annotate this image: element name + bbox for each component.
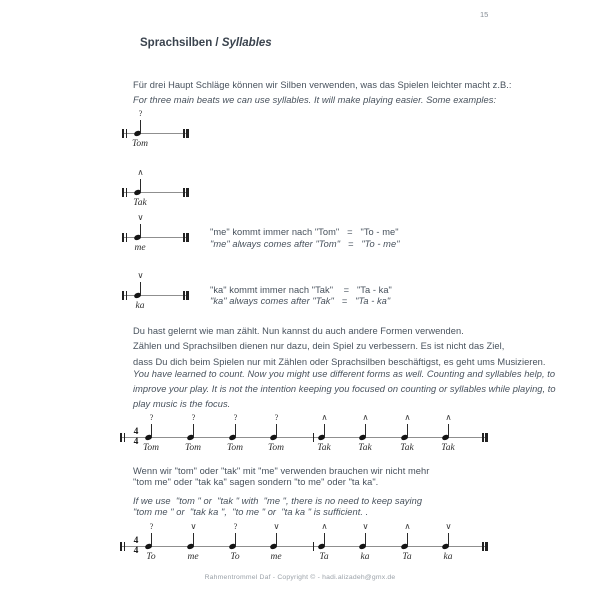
note-stem bbox=[193, 533, 194, 546]
note-stem bbox=[276, 533, 277, 546]
note-stem bbox=[324, 424, 325, 437]
intro-text-en: For three main beats we can use syllables. It will make playing easier. Some examples: bbox=[133, 95, 497, 105]
notation-example-tom bbox=[122, 108, 188, 149]
footer-text: Rahmentrommel Daf - Copyright © - hadi.alizadeh@gmx.de bbox=[204, 574, 396, 581]
page-title-de: Sprachsilben / bbox=[140, 37, 222, 49]
syllable-label: ka bbox=[360, 551, 370, 562]
time-signature-top: 4 bbox=[133, 427, 139, 437]
syllable-label: To bbox=[146, 551, 156, 562]
syllable-label: ka bbox=[443, 551, 453, 562]
note-stem bbox=[140, 282, 141, 295]
note-stem bbox=[151, 424, 152, 437]
articulation-mark: ∧ bbox=[137, 167, 144, 177]
note-stem bbox=[448, 533, 449, 546]
barline bbox=[124, 433, 126, 442]
counting-en-line3: play music is the focus. bbox=[133, 399, 231, 409]
syllable-label: Tak bbox=[358, 442, 372, 453]
barline bbox=[126, 233, 128, 242]
articulation-mark: ∨ bbox=[137, 212, 144, 222]
barline bbox=[186, 188, 189, 197]
barline bbox=[126, 291, 128, 300]
page-title-en: Syllables bbox=[221, 37, 272, 49]
articulation-mark: ∧ bbox=[445, 412, 452, 422]
usage-en-line1: If we use "tom " or "tak " with "me ", there is no need to keep saying bbox=[133, 496, 423, 506]
note-stem bbox=[151, 533, 152, 546]
time-signature-bottom: 4 bbox=[133, 436, 139, 447]
note-stem bbox=[140, 179, 141, 192]
notation-example-tak bbox=[122, 167, 188, 208]
note-stem bbox=[365, 533, 366, 546]
counting-en-line1: You have learned to count. Now you might use different forms as well. Counting and syllables help, to bbox=[133, 369, 556, 379]
barline bbox=[183, 291, 185, 300]
syllable-label: Tom bbox=[184, 442, 202, 453]
note-stem bbox=[407, 424, 408, 437]
staff-to-me-ta-ka bbox=[120, 521, 488, 562]
note-stem bbox=[140, 224, 141, 237]
articulation-mark: ? bbox=[233, 412, 238, 422]
syllable-label: Tak bbox=[133, 197, 147, 208]
syllable-label: ka bbox=[135, 300, 145, 311]
articulation-mark: ∧ bbox=[404, 412, 411, 422]
page-number: 15 bbox=[480, 10, 489, 19]
barline bbox=[183, 188, 185, 197]
usage-de-line2: "tom me" oder "tak ka" sagen sondern "to me" oder "ta ka". bbox=[133, 477, 379, 487]
rule-me-en: "me" always comes after "Tom" = "To - me" bbox=[210, 239, 400, 249]
usage-de-line1: Wenn wir "tom" oder "tak" mit "me" verwenden brauchen wir nicht mehr bbox=[133, 466, 430, 476]
notation-example-me bbox=[122, 212, 188, 253]
syllable-label: To bbox=[230, 551, 240, 562]
articulation-mark: ∨ bbox=[137, 270, 144, 280]
staff-tom-tak bbox=[120, 412, 488, 453]
articulation-mark: ∧ bbox=[321, 521, 328, 531]
barline bbox=[485, 433, 488, 442]
time-signature-bottom: 4 bbox=[133, 545, 139, 556]
articulation-mark: ∧ bbox=[321, 412, 328, 422]
articulation-mark: ? bbox=[233, 521, 238, 531]
articulation-mark: ? bbox=[149, 412, 154, 422]
barline bbox=[120, 542, 122, 551]
syllable-label: me bbox=[187, 551, 199, 562]
barline bbox=[482, 433, 484, 442]
barline bbox=[313, 542, 314, 551]
counting-de-line1: Du hast gelernt wie man zählt. Nun kannst du auch andere Formen verwenden. bbox=[133, 326, 464, 336]
barline bbox=[120, 433, 122, 442]
articulation-mark: ∨ bbox=[273, 521, 280, 531]
barline bbox=[482, 542, 484, 551]
syllable-label: Ta bbox=[402, 551, 412, 562]
page-title bbox=[140, 37, 272, 49]
articulation-mark: ∨ bbox=[362, 521, 369, 531]
note-stem bbox=[235, 424, 236, 437]
barline bbox=[122, 291, 124, 300]
notation-example-ka bbox=[122, 270, 188, 311]
syllable-label: me bbox=[134, 242, 146, 253]
counting-de-line3: dass Du dich beim Spielen nur mit Zählen oder Sprachsilben beschäftigst, es geht ums Musizieren. bbox=[133, 357, 546, 367]
syllable-label: Tak bbox=[317, 442, 331, 453]
articulation-mark: ∧ bbox=[404, 521, 411, 531]
staff-line bbox=[122, 295, 188, 296]
barline bbox=[126, 129, 128, 138]
note-stem bbox=[448, 424, 449, 437]
syllable-label: Ta bbox=[319, 551, 329, 562]
staff-line bbox=[120, 546, 488, 547]
barline bbox=[126, 188, 128, 197]
syllable-label: Tom bbox=[131, 138, 149, 149]
rule-ka-de: "ka" kommt immer nach "Tak" = "Ta - ka" bbox=[210, 285, 392, 295]
articulation-mark: ∨ bbox=[190, 521, 197, 531]
barline bbox=[485, 542, 488, 551]
articulation-mark: ? bbox=[138, 108, 143, 118]
barline bbox=[186, 129, 189, 138]
note-stem bbox=[193, 424, 194, 437]
note-stem bbox=[276, 424, 277, 437]
syllable-label: Tom bbox=[142, 442, 160, 453]
articulation-mark: ? bbox=[274, 412, 279, 422]
note-stem bbox=[407, 533, 408, 546]
barline bbox=[122, 188, 124, 197]
barline bbox=[122, 129, 124, 138]
barline bbox=[186, 233, 189, 242]
barline bbox=[186, 291, 189, 300]
barline bbox=[124, 542, 126, 551]
syllable-label: me bbox=[270, 551, 282, 562]
articulation-mark: ∨ bbox=[445, 521, 452, 531]
syllable-label: Tom bbox=[267, 442, 285, 453]
rule-me-de: "me" kommt immer nach "Tom" = "To - me" bbox=[210, 227, 399, 237]
staff-line bbox=[122, 237, 188, 238]
note-stem bbox=[324, 533, 325, 546]
articulation-mark: ∧ bbox=[362, 412, 369, 422]
note-stem bbox=[140, 120, 141, 133]
staff-line bbox=[120, 437, 488, 438]
time-signature-top: 4 bbox=[133, 536, 139, 546]
intro-text-de: Für drei Haupt Schläge können wir Silben verwenden, was das Spielen leichter macht z.B.: bbox=[133, 80, 512, 90]
usage-en-line2: "tom me " or "tak ka ", "to me " or "ta ka " is sufficient. . bbox=[133, 507, 369, 517]
counting-en-line2: improve your play. It is not the intention keeping you focused on counting or syllables while playing, to bbox=[133, 384, 556, 394]
articulation-mark: ? bbox=[191, 412, 196, 422]
counting-de-line2: Zählen und Sprachsilben dienen nur dazu, dein Spiel zu verbessern. Es ist nicht das Ziel, bbox=[133, 341, 505, 351]
syllable-label: Tak bbox=[400, 442, 414, 453]
note-stem bbox=[235, 533, 236, 546]
barline bbox=[122, 233, 124, 242]
staff-line bbox=[122, 192, 188, 193]
rule-ka-en: "ka" always comes after "Tak" = "Ta - ka" bbox=[210, 296, 391, 306]
barline bbox=[183, 233, 185, 242]
barline bbox=[313, 433, 314, 442]
articulation-mark: ? bbox=[149, 521, 154, 531]
syllable-label: Tak bbox=[441, 442, 455, 453]
syllable-label: Tom bbox=[226, 442, 244, 453]
barline bbox=[183, 129, 185, 138]
staff-line bbox=[122, 133, 188, 134]
note-stem bbox=[365, 424, 366, 437]
